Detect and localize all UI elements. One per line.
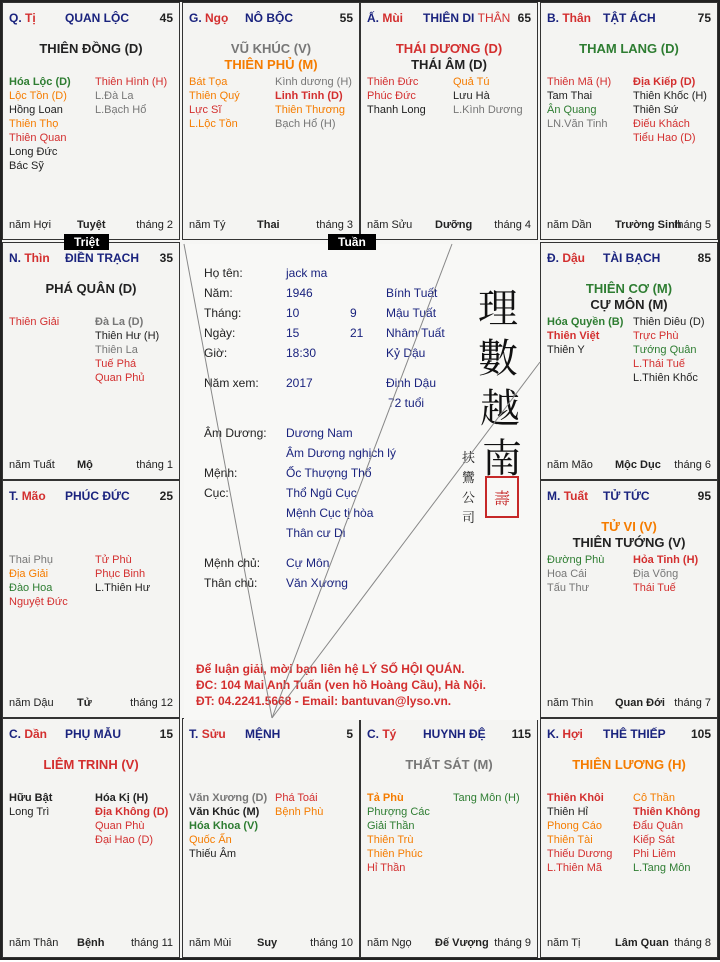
info-ho-ten: jack ma: [286, 266, 328, 280]
minor-star: Thiên Mã (H): [547, 76, 612, 88]
year-label: năm Tý: [189, 219, 226, 231]
than-tag: THÂN: [477, 11, 511, 25]
minor-star: Thiên Hỉ: [547, 806, 588, 818]
month-label: tháng 5: [674, 219, 711, 231]
year-label: năm Mùi: [189, 937, 232, 949]
palace-name: PHÚC ĐỨC: [65, 489, 130, 503]
minor-star: Lộc Tồn (D): [9, 90, 67, 102]
minor-star: Thiên Diêu (D): [633, 316, 705, 328]
minor-star: Phục Binh: [95, 568, 146, 580]
minor-star: Thái Tuế: [633, 582, 676, 594]
year-label: năm Dần: [547, 219, 592, 231]
minor-star: L.Thái Tuế: [633, 358, 685, 370]
palace-name: TỬ TỨC: [603, 489, 650, 503]
minor-star: Đại Hao (D): [95, 834, 154, 846]
life-stage: Đế Vượng: [435, 937, 489, 949]
cycle-age: 85: [697, 251, 711, 265]
minor-star: Phượng Các: [367, 806, 430, 818]
minor-star: Văn Xương (D): [189, 792, 268, 804]
minor-star: Thiên Tài: [547, 834, 593, 846]
info-am-duong-2: Âm Dương nghịch lý: [286, 446, 396, 460]
svg-text:壽: 壽: [493, 489, 511, 508]
year-label: năm Dậu: [9, 697, 54, 709]
main-star: THÁI DƯƠNG (D): [395, 41, 503, 56]
minor-star: Đường Phù: [547, 554, 605, 566]
year-label: năm Mão: [547, 459, 593, 471]
year-label: năm Tuất: [9, 459, 55, 471]
minor-star: Ân Quang: [547, 104, 597, 116]
palace-name: THIÊN DI THÂN: [423, 11, 511, 25]
minor-star: Nguyệt Đức: [9, 596, 68, 608]
triad-line: [184, 244, 272, 718]
minor-star: L.Bạch Hổ: [95, 104, 147, 116]
minor-star: Hóa Lộc (D): [9, 76, 71, 88]
info-nam: 1946: [286, 286, 313, 300]
info-ngay-can: Nhâm Tuất: [386, 326, 445, 340]
triet-marker: Triệt: [64, 234, 109, 250]
svg-text:理: 理: [478, 286, 518, 332]
minor-star: Thiên Việt: [547, 330, 600, 342]
minor-star: Thiên Giải: [9, 316, 60, 328]
year-label: năm Thìn: [547, 697, 594, 709]
minor-star: Quan Phủ: [95, 372, 145, 384]
palace-name: PHỤ MẪU: [65, 727, 121, 741]
minor-star: Thai Phụ: [9, 554, 54, 566]
minor-star: Thiên Không: [633, 806, 701, 818]
svg-text:扶: 扶: [462, 451, 476, 466]
info-am-duong-1: Dương Nam: [286, 426, 353, 440]
minor-star: Hỏa Tinh (H): [633, 554, 699, 566]
svg-text:鸞: 鸞: [462, 471, 476, 486]
main-star: THIÊN ĐỒNG (D): [39, 41, 143, 56]
minor-star: Tướng Quân: [633, 344, 697, 356]
svg-text:越: 越: [480, 386, 520, 432]
minor-star: Đà La (D): [95, 316, 144, 328]
life-stage: Bệnh: [77, 937, 105, 949]
branch-label: T. Mão: [9, 489, 46, 503]
minor-star: L.Đà La: [95, 90, 134, 102]
palace-name: ĐIỀN TRẠCH: [65, 251, 139, 265]
minor-star: Đẩu Quân: [633, 820, 684, 832]
minor-star: Thiếu Âm: [189, 848, 237, 860]
triad-line: [272, 244, 452, 718]
minor-star: Thiên Phúc: [367, 848, 423, 860]
info-ngay-label: Ngày:: [204, 326, 236, 340]
info-cuc-1: Thổ Ngũ Cục: [286, 486, 357, 500]
life-stage: Suy: [257, 937, 278, 949]
minor-star: Kiếp Sát: [633, 834, 675, 846]
minor-star: Hồng Loan: [9, 104, 63, 116]
minor-star: Thiên Thọ: [9, 118, 59, 130]
branch-label: Q. Tị: [9, 11, 36, 25]
triad-line: [272, 362, 540, 718]
info-ngay: 15: [286, 326, 300, 340]
branch-label: M. Tuất: [547, 489, 589, 503]
cycle-age: 15: [159, 727, 173, 741]
month-label: tháng 7: [674, 697, 711, 709]
info-thang: 10: [286, 306, 300, 320]
minor-star: Thiên Khốc (H): [633, 90, 707, 102]
info-cuc-2: Mệnh Cục tị hòa: [286, 506, 374, 520]
month-label: tháng 2: [136, 219, 173, 231]
branch-label: C. Tý: [367, 727, 397, 741]
cycle-age: 55: [339, 11, 353, 25]
info-gio-can: Kỷ Dậu: [386, 346, 426, 360]
info-cuc-label: Cục:: [204, 486, 229, 500]
main-star: THÁI ÂM (D): [411, 57, 487, 72]
info-nam-can: Bính Tuất: [386, 286, 438, 300]
info-thang-label: Tháng:: [204, 306, 242, 320]
minor-star: Thiên Hình (H): [95, 76, 168, 88]
minor-star: Thiên Hư (H): [95, 330, 160, 342]
main-star: PHÁ QUÂN (D): [45, 281, 137, 296]
info-menh-chu-label: Mệnh chủ:: [204, 556, 261, 570]
palace-name: MỆNH: [245, 727, 281, 741]
info-menh-chu: Cự Môn: [286, 556, 330, 570]
minor-star: Phi Liêm: [633, 848, 676, 860]
minor-star: Hữu Bật: [9, 792, 53, 804]
minor-star: Tử Phù: [95, 554, 132, 566]
cycle-age: 5: [346, 727, 353, 741]
minor-star: Địa Không (D): [95, 806, 169, 818]
minor-star: Bát Tọa: [189, 76, 228, 88]
info-thang-am: 9: [350, 306, 357, 320]
main-star: THIÊN CƠ (M): [585, 281, 673, 296]
minor-star: Phúc Đức: [367, 90, 416, 102]
minor-star: Thanh Long: [367, 104, 426, 116]
month-label: tháng 9: [494, 937, 531, 949]
info-thang-can: Mậu Tuất: [386, 306, 437, 320]
info-than-chu-label: Thân chủ:: [204, 576, 258, 590]
branch-label: C. Dần: [9, 727, 48, 741]
minor-star: L.Kình Dương: [453, 104, 523, 116]
cycle-age: 95: [697, 489, 711, 503]
minor-star: Địa Võng: [633, 568, 679, 580]
cycle-age: 75: [697, 11, 711, 25]
palace-name: NÔ BỘC: [245, 11, 293, 25]
life-stage: Tuyệt: [77, 219, 106, 231]
minor-star: Linh Tinh (D): [275, 90, 343, 102]
minor-star: Tấu Thư: [547, 582, 590, 594]
minor-star: Tiểu Hao (D): [633, 132, 696, 144]
minor-star: Hỉ Thần: [367, 862, 406, 874]
info-am-duong-label: Âm Dương:: [204, 426, 267, 440]
life-stage: Trường Sinh: [615, 219, 682, 231]
palace-name: QUAN LỘC: [65, 11, 129, 25]
main-star: LIÊM TRINH (V): [43, 757, 139, 772]
minor-star: Thiếu Dương: [547, 848, 613, 860]
main-star: THIÊN LƯƠNG (H): [572, 757, 686, 772]
minor-star: Tang Môn (H): [453, 792, 520, 804]
cycle-age: 115: [511, 727, 531, 741]
svg-text:司: 司: [462, 511, 476, 526]
info-gio: 18:30: [286, 346, 317, 360]
minor-star: Cô Thần: [633, 792, 675, 804]
minor-star: Thiên Quan: [9, 132, 67, 144]
minor-star: Bệnh Phù: [275, 806, 324, 818]
info-nam-label: Năm:: [204, 286, 233, 300]
cycle-age: 35: [159, 251, 173, 265]
minor-star: Giải Thần: [367, 820, 415, 832]
life-stage: Mộc Dục: [615, 459, 661, 471]
life-stage: Quan Đới: [615, 697, 665, 709]
branch-label: Ấ. Mùi: [367, 11, 404, 25]
contact-line: ĐC: 104 Mai Anh Tuấn (ven hồ Hoàng Cầu), Hà Nội.: [196, 678, 487, 692]
minor-star: Địa Giải: [9, 568, 49, 580]
minor-star: Thiên Y: [547, 344, 585, 356]
minor-star: Điếu Khách: [633, 118, 690, 130]
month-label: tháng 10: [310, 937, 353, 949]
month-label: tháng 8: [674, 937, 711, 949]
minor-star: Thiên Sứ: [633, 104, 679, 116]
minor-star: Hóa Khoa (V): [189, 820, 259, 832]
life-stage: Mộ: [77, 459, 93, 471]
month-label: tháng 4: [494, 219, 531, 231]
minor-star: L.Lộc Tồn: [189, 118, 238, 130]
month-label: tháng 12: [130, 697, 173, 709]
minor-star: L.Thiên Khốc: [633, 372, 698, 384]
minor-star: Tả Phù: [367, 792, 404, 804]
palace-name: TÀI BẠCH: [603, 251, 661, 265]
year-label: năm Hợi: [9, 219, 52, 231]
info-gio-label: Giờ:: [204, 346, 228, 360]
minor-star: Tam Thai: [547, 90, 593, 102]
minor-star: Long Trì: [9, 806, 50, 818]
svg-text:公: 公: [462, 491, 476, 506]
minor-star: Thiên Đức: [367, 76, 419, 88]
minor-star: L.Thiên Mã: [547, 862, 603, 874]
minor-star: Địa Kiếp (D): [633, 76, 696, 88]
main-star: THAM LANG (D): [579, 41, 679, 56]
minor-star: Thiên Trù: [367, 834, 414, 846]
palace-name: TẬT ÁCH: [603, 11, 656, 25]
palace-name: THÊ THIẾP: [603, 727, 666, 741]
minor-star: Văn Khúc (M): [189, 806, 260, 818]
main-star: VŨ KHÚC (V): [230, 41, 312, 56]
minor-star: Thiên Khôi: [547, 792, 604, 804]
minor-star: Hoa Cái: [547, 568, 587, 580]
contact-line: Để luận giải, mời bạn liên hệ LÝ SỐ HỘI QUÁN.: [196, 662, 465, 676]
info-nam-xem-label: Năm xem:: [204, 376, 259, 390]
info-nam-xem: 2017: [286, 376, 313, 390]
main-star: THIÊN PHỦ (M): [224, 57, 318, 72]
info-nam-xem-can: Đinh Dậu: [386, 376, 437, 390]
contact-line: ĐT: 04.2241.5668 - Email: bantuvan@lyso.vn.: [196, 694, 452, 708]
main-star: THẤT SÁT (M): [405, 757, 493, 772]
cycle-age: 65: [517, 11, 531, 25]
minor-star: Lưu Hà: [453, 90, 490, 102]
info-cuc-3: Thân cư Di: [286, 526, 346, 540]
branch-label: N. Thìn: [9, 251, 50, 265]
branch-label: Đ. Dậu: [547, 251, 586, 265]
year-label: năm Sửu: [367, 219, 413, 231]
main-star: THIÊN TƯỚNG (V): [572, 535, 686, 550]
minor-star: Thiên Thương: [275, 104, 346, 116]
main-star: TỬ VI (V): [601, 519, 657, 534]
info-than-chu: Văn Xương: [286, 576, 348, 590]
info-ho-ten-label: Họ tên:: [204, 266, 243, 280]
info-menh: Ốc Thượng Thổ: [286, 466, 372, 480]
life-stage: Dưỡng: [435, 219, 473, 231]
minor-star: L.Thiên Hư: [95, 582, 151, 594]
triad-lines: [2, 2, 720, 962]
branch-label: T. Sửu: [189, 727, 226, 741]
info-tuoi: 72 tuổi: [388, 396, 425, 410]
info-menh-label: Mệnh:: [204, 466, 238, 480]
minor-star: Trực Phù: [633, 330, 679, 342]
month-label: tháng 3: [316, 219, 353, 231]
minor-star: Lực Sĩ: [189, 104, 222, 116]
minor-star: Hóa Kị (H): [95, 792, 149, 804]
svg-text:數: 數: [478, 336, 518, 382]
minor-star: L.Tang Môn: [633, 862, 691, 874]
year-label: năm Tị: [547, 937, 581, 949]
minor-star: Quả Tú: [453, 76, 490, 88]
minor-star: Kình dương (H): [275, 76, 352, 88]
year-label: năm Ngọ: [367, 937, 412, 949]
minor-star: Quan Phù: [95, 820, 145, 832]
svg-text:南: 南: [482, 436, 522, 482]
month-label: tháng 11: [130, 937, 173, 949]
branch-label: B. Thân: [547, 11, 592, 25]
tuan-marker: Tuần: [328, 234, 376, 250]
branch-label: K. Hợi: [547, 727, 583, 741]
palace-name: HUYNH ĐỆ: [423, 727, 486, 741]
minor-star: Đào Hoa: [9, 582, 53, 594]
month-label: tháng 6: [674, 459, 711, 471]
minor-star: Hóa Quyền (B): [547, 316, 624, 328]
minor-star: Phá Toái: [275, 792, 318, 804]
minor-star: Quốc Ấn: [189, 834, 232, 846]
minor-star: Bạch Hổ (H): [275, 118, 336, 130]
info-ngay-am: 21: [350, 326, 364, 340]
main-star: CỰ MÔN (M): [590, 297, 668, 312]
minor-star: LN.Văn Tinh: [547, 118, 608, 130]
month-label: tháng 1: [136, 459, 173, 471]
minor-star: Thiên La: [95, 344, 138, 356]
branch-label: G. Ngọ: [189, 11, 229, 25]
minor-star: Phong Cáo: [547, 820, 603, 832]
cycle-age: 25: [159, 489, 173, 503]
minor-star: Bác Sỹ: [9, 160, 44, 172]
life-stage: Lâm Quan: [615, 937, 669, 949]
cycle-age: 45: [159, 11, 173, 25]
minor-star: Long Đức: [9, 146, 58, 158]
year-label: năm Thân: [9, 937, 59, 949]
minor-star: Tuế Phá: [95, 358, 137, 370]
life-stage: Tử: [77, 697, 92, 709]
cycle-age: 105: [690, 727, 711, 741]
minor-star: Thiên Quý: [189, 90, 240, 102]
life-stage: Thai: [257, 219, 280, 231]
